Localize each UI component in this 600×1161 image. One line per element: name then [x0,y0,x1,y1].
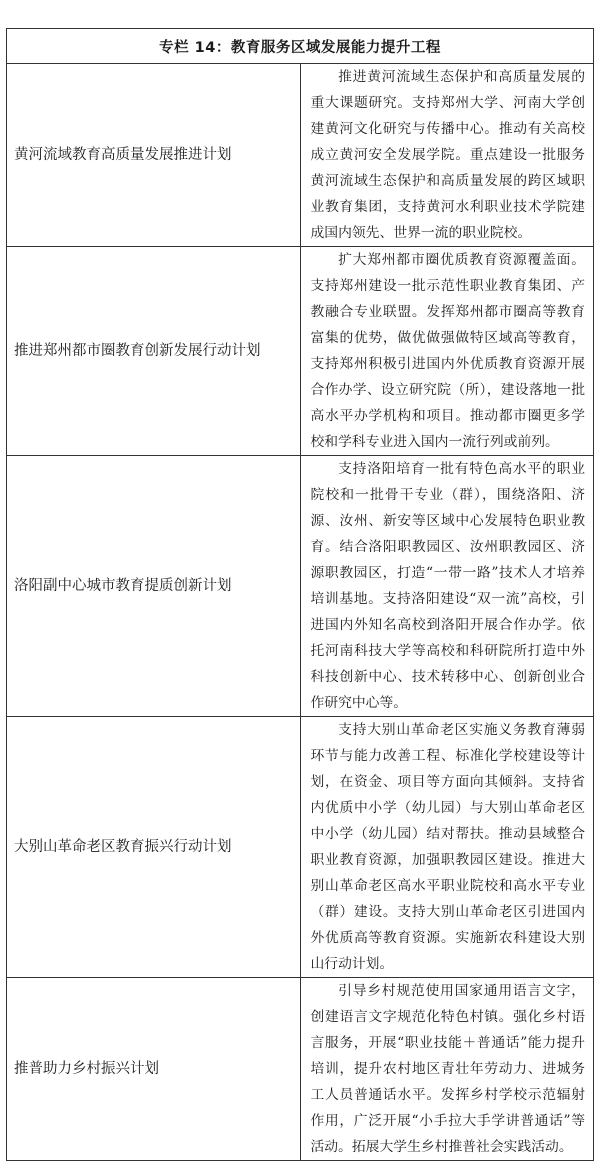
row-text: 支持洛阳培育一批有特色高水平的职业院校和一批骨干专业（群），围绕洛阳、济源、汝州、新安等区域中心发展特色职业教育。结合洛阳职教园区、汝州职教园区、济源职教园区，打造“一带一路”技术人才培养培训基地。支持洛阳建设“双一流”高校，引进国内外知名高校到洛阳开展合作办学。依托河南科技大学等高校和科研院所打造中外科技创新中心、技术转移中心、创新创业合作研究中心等。 [300,456,594,717]
project-table [6,28,594,1161]
row-text: 支持大别山革命老区实施义务教育薄弱环节与能力改善工程、标准化学校建设等计划，在资金、项目等方面向其倾斜。支持省内优质中小学（幼儿园）与大别山革命老区中小学（幼儿园）结对帮扶。推动县域整合职业教育资源，加强职教园区建设。推进大别山革命老区高水平职业院校和高水平专业（群）建设。支持大别山革命老区引进国内外优质高等教育资源。实施新农科建设大别山行动计划。 [300,717,594,978]
row-text: 推进黄河流域生态保护和高质量发展的重大课题研究。支持郑州大学、河南大学创建黄河文化研究与传播中心。推动有关高校成立黄河安全发展学院。重点建设一批服务黄河流域生态保护和高质量发展的跨区域职业教育集团，支持黄河水利职业技术学院建成国内领先、世界一流的职业院校。 [300,64,594,247]
row-text: 扩大郑州都市圈优质教育资源覆盖面。支持郑州建设一批示范性职业教育集团、产教融合专业联盟。发挥郑州都市圈高等教育富集的优势，做优做强做特区域高等教育，支持郑州积极引进国内外优质教育资源开展合作办学、设立研究院（所），建设落地一批高水平办学机构和项目。推动都市圈更多学校和学科专业进入国内一流行列或前列。 [300,247,594,456]
row-text: 引导乡村规范使用国家通用语言文字，创建语言文字规范化特色村镇。强化乡村语言服务，开展“职业技能＋普通话”能力提升培训，提升农村地区青壮年劳动力、进城务工人员普通话水平。发挥乡村学校示范辐射作用，广泛开展“小手拉大手学讲普通话”等活动。拓展大学生乡村推普社会实践活动。 [300,978,594,1161]
column-title: 专栏 14：教育服务区域发展能力提升工程 [7,29,594,64]
table-row [7,247,594,456]
column-box [6,28,594,1155]
table-row [7,456,594,717]
table-row [7,978,594,1161]
row-label: 洛阳副中心城市教育提质创新计划 [7,456,301,717]
table-row [7,64,594,247]
row-label: 推普助力乡村振兴计划 [7,978,301,1161]
row-label: 大别山革命老区教育振兴行动计划 [7,717,301,978]
row-label: 黄河流域教育高质量发展推进计划 [7,64,301,247]
row-label: 推进郑州都市圈教育创新发展行动计划 [7,247,301,456]
table-row [7,717,594,978]
title-row [7,29,594,64]
